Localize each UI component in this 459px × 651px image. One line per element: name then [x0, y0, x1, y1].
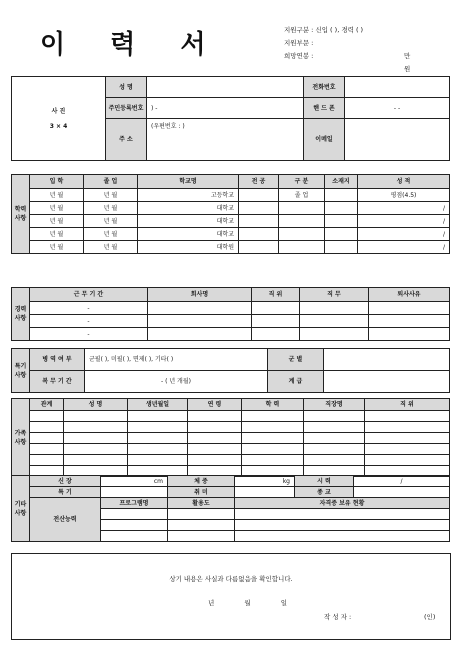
edu-division[interactable] — [279, 228, 325, 241]
name-field[interactable] — [147, 77, 304, 98]
resident-number-label: 주민등록번호 — [106, 98, 147, 119]
edu-division[interactable]: 졸 업 — [279, 189, 325, 202]
table-row — [12, 302, 450, 315]
edu-location[interactable] — [325, 241, 358, 254]
eyesight-label: 시 력 — [295, 476, 354, 487]
rank-field[interactable] — [324, 371, 450, 393]
edu-location[interactable] — [325, 202, 358, 215]
table-row — [12, 241, 450, 254]
military-table — [11, 348, 450, 393]
family-header-position: 직 위 — [365, 399, 450, 411]
career-duty[interactable] — [300, 315, 369, 328]
edu-out[interactable]: 년 월 — [84, 202, 138, 215]
program-name-label: 프로그램명 — [101, 498, 168, 509]
personal-info-table — [11, 76, 450, 161]
other-side-label: 기타사항 — [12, 476, 30, 542]
application-info — [284, 24, 411, 73]
career-header-reason: 퇴사사유 — [369, 288, 450, 302]
edu-major[interactable] — [239, 202, 279, 215]
family-header-relation: 관계 — [30, 399, 64, 411]
photo-label: 사 진 — [51, 107, 66, 115]
edu-out[interactable]: 년 월 — [84, 215, 138, 228]
apply-type: 지원구분 : 신입 ( ), 경력 ( ) — [284, 26, 364, 34]
service-period-label: 복 무 기 간 — [30, 371, 85, 393]
branch-label: 군 별 — [268, 349, 324, 371]
career-reason[interactable] — [369, 328, 450, 341]
specialty-field[interactable] — [101, 487, 168, 498]
career-header-period: 근 무 기 간 — [30, 288, 148, 302]
edu-major[interactable] — [239, 241, 279, 254]
eyesight-field[interactable]: / — [354, 476, 450, 487]
edu-major[interactable] — [239, 228, 279, 241]
edu-division[interactable] — [279, 215, 325, 228]
military-status-field[interactable]: 군필( ), 미필( ), 면제( ), 기타( ) — [85, 349, 268, 371]
career-period[interactable]: - — [30, 302, 148, 315]
apply-field: 지원부문 : — [284, 39, 314, 47]
career-header-duty: 직 무 — [300, 288, 369, 302]
career-duty[interactable] — [300, 328, 369, 341]
edu-in[interactable]: 년 월 — [30, 202, 84, 215]
edu-out[interactable]: 년 월 — [84, 228, 138, 241]
table-row — [12, 215, 450, 228]
resident-number-field[interactable]: ) - — [147, 98, 304, 119]
table-row — [12, 189, 450, 202]
career-header-company: 회사명 — [148, 288, 252, 302]
table-row — [12, 228, 450, 241]
table-row — [12, 315, 450, 328]
edu-school[interactable]: 대학교 — [138, 215, 239, 228]
mobile-label: 핸 드 폰 — [304, 98, 345, 119]
religion-label: 종 교 — [295, 487, 354, 498]
special-side-label: 특기사항 — [12, 349, 30, 393]
family-header-name: 성 명 — [64, 399, 128, 411]
table-row — [12, 411, 450, 422]
mobile-field[interactable]: - - — [345, 98, 450, 119]
weight-field[interactable]: kg — [235, 476, 295, 487]
table-row — [12, 202, 450, 215]
career-period[interactable]: - — [30, 328, 148, 341]
edu-in[interactable]: 년 월 — [30, 189, 84, 202]
email-field[interactable] — [345, 119, 450, 161]
edu-grade[interactable]: / — [358, 228, 450, 241]
family-side-label: 가족사항 — [12, 399, 30, 477]
table-row — [12, 422, 450, 433]
career-side-label: 경력사항 — [12, 288, 30, 341]
edu-header-grade: 성 적 — [358, 175, 450, 189]
family-header-birth: 생년월일 — [128, 399, 188, 411]
desired-salary: 희망연봉 : — [284, 52, 314, 60]
edu-grade[interactable]: 평점(4.5) — [358, 189, 450, 202]
edu-school[interactable]: 고등학교 — [138, 189, 239, 202]
edu-out[interactable]: 년 월 — [84, 241, 138, 254]
edu-division[interactable] — [279, 202, 325, 215]
rank-label: 계 급 — [268, 371, 324, 393]
religion-field[interactable] — [354, 487, 450, 498]
edu-school[interactable]: 대학교 — [138, 202, 239, 215]
specialty-label: 특 기 — [30, 487, 101, 498]
home-phone-field[interactable] — [345, 77, 450, 98]
writer-label: 작 성 자 : — [324, 613, 352, 621]
weight-label: 체 중 — [168, 476, 235, 487]
career-position[interactable] — [252, 302, 300, 315]
family-header-workplace: 직장명 — [304, 399, 365, 411]
edu-major[interactable] — [239, 189, 279, 202]
license-label: 자격증 보유 현황 — [235, 498, 450, 509]
hobby-field[interactable] — [235, 487, 295, 498]
edu-division[interactable] — [279, 241, 325, 254]
table-row — [12, 444, 450, 455]
career-reason[interactable] — [369, 302, 450, 315]
career-duty[interactable] — [300, 302, 369, 315]
edu-header-major: 전 공 — [239, 175, 279, 189]
career-table — [11, 287, 450, 341]
table-row — [12, 328, 450, 341]
address-field[interactable]: (우편번호 : ) — [147, 119, 304, 161]
edu-location[interactable] — [325, 228, 358, 241]
table-row — [12, 455, 450, 466]
family-header-age: 연 령 — [188, 399, 242, 411]
career-position[interactable] — [252, 315, 300, 328]
edu-major[interactable] — [239, 215, 279, 228]
name-label: 성 명 — [106, 77, 147, 98]
career-period[interactable]: - — [30, 315, 148, 328]
salary-unit: 만원 — [404, 52, 411, 73]
service-period-field[interactable]: - ( 년 개월) — [85, 371, 268, 393]
table-row — [12, 433, 450, 444]
edu-in[interactable]: 년 월 — [30, 215, 84, 228]
photo-size: 3 × 4 — [49, 122, 68, 130]
proficiency-label: 활용도 — [168, 498, 235, 509]
career-company[interactable] — [148, 315, 252, 328]
edu-in[interactable]: 년 월 — [30, 241, 84, 254]
height-field[interactable]: cm — [101, 476, 168, 487]
document-title: 이 력 서 — [40, 30, 224, 60]
edu-grade[interactable]: / — [358, 241, 450, 254]
education-table — [11, 174, 450, 254]
edu-grade[interactable]: / — [358, 215, 450, 228]
edu-in[interactable]: 년 월 — [30, 228, 84, 241]
edu-header-school: 학교명 — [138, 175, 239, 189]
career-company[interactable] — [148, 302, 252, 315]
address-label: 주 소 — [106, 119, 147, 161]
edu-school[interactable]: 대학원 — [138, 241, 239, 254]
confirmation-box — [11, 553, 451, 640]
edu-header-out: 졸 업 — [84, 175, 138, 189]
education-side-label: 학력사항 — [12, 175, 30, 254]
branch-field[interactable] — [324, 349, 450, 371]
career-reason[interactable] — [369, 315, 450, 328]
edu-location[interactable] — [325, 215, 358, 228]
other-table — [11, 475, 450, 542]
edu-grade[interactable]: / — [358, 202, 450, 215]
photo-box — [12, 77, 106, 161]
military-status-label: 병 역 여 부 — [30, 349, 85, 371]
edu-header-division: 구 분 — [279, 175, 325, 189]
date-line: 년 월 일 — [208, 599, 301, 607]
computer-skill-label: 전산능력 — [30, 498, 101, 542]
edu-out[interactable]: 년 월 — [84, 189, 138, 202]
career-header-position: 직 위 — [252, 288, 300, 302]
edu-header-in: 입 학 — [30, 175, 84, 189]
confirmation-statement: 상기 내용은 사실과 다름없음을 확인합니다. — [169, 575, 293, 583]
edu-location[interactable] — [325, 189, 358, 202]
edu-school[interactable]: 대학교 — [138, 228, 239, 241]
height-label: 신 장 — [30, 476, 101, 487]
family-table — [11, 398, 450, 477]
email-label: 이메일 — [304, 119, 345, 161]
career-company[interactable] — [148, 328, 252, 341]
edu-header-location: 소재지 — [325, 175, 358, 189]
career-position[interactable] — [252, 328, 300, 341]
home-phone-label: 전화번호 — [304, 77, 345, 98]
hobby-label: 취 미 — [168, 487, 235, 498]
seal-mark: (인) — [424, 613, 436, 621]
family-header-education: 학 력 — [242, 399, 304, 411]
